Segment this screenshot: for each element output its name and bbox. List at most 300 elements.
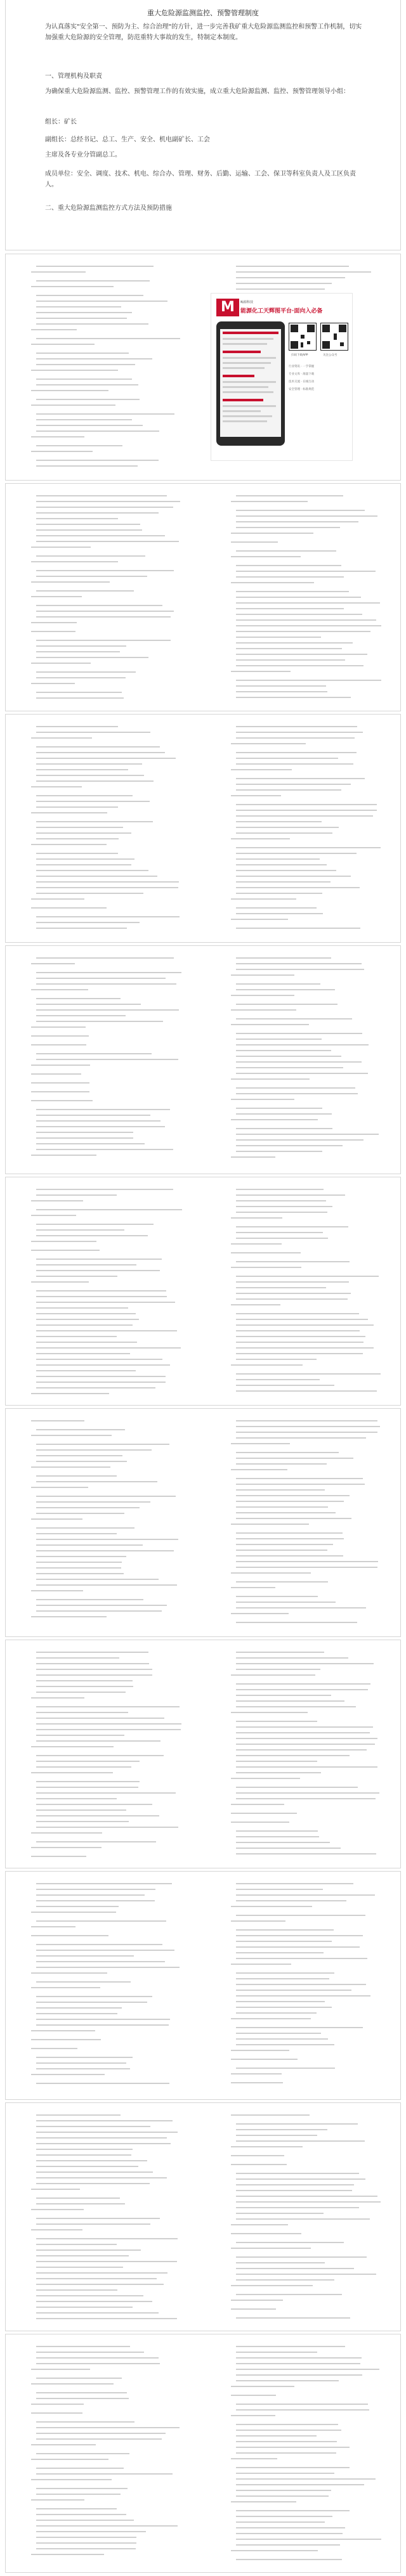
placeholder-text-line <box>31 2479 112 2480</box>
placeholder-text-line <box>231 2224 288 2225</box>
team-leader-line: 组长：矿长 <box>45 119 77 126</box>
placeholder-text-line <box>36 1264 136 1265</box>
placeholder-text-line <box>236 619 376 621</box>
phone-screen <box>220 329 281 437</box>
placeholder-text-line <box>36 1149 173 1150</box>
placeholder-text-line <box>231 1009 296 1011</box>
placeholder-text-line <box>236 1941 332 1942</box>
placeholder-text-line <box>36 1550 174 1551</box>
placeholder-text-line <box>231 1822 289 1823</box>
placeholder-text-line <box>236 1276 379 1277</box>
placeholder-text-line <box>36 2421 134 2423</box>
placeholder-text-line <box>36 338 180 339</box>
placeholder-text-line <box>36 576 147 577</box>
placeholder-text-line <box>36 518 118 519</box>
placeholder-text-line <box>236 2559 342 2560</box>
placeholder-text-line <box>36 1319 139 1320</box>
placeholder-text-line <box>236 1232 323 1233</box>
placeholder-text-line <box>36 465 138 467</box>
placeholder-text-line <box>236 1749 367 1751</box>
placeholder-text-line <box>36 512 159 514</box>
placeholder-text-line <box>31 1100 93 1101</box>
placeholder-text-line <box>236 1555 343 1557</box>
placeholder-text-line <box>236 1134 379 1135</box>
placeholder-text-line <box>236 1900 346 1901</box>
placeholder-text-line <box>36 425 143 426</box>
placeholder-text-line <box>236 2178 365 2180</box>
placeholder-text-line <box>236 2268 354 2269</box>
placeholder-text-line <box>36 2218 160 2219</box>
placeholder-text-line <box>36 1330 177 1331</box>
placeholder-text-line <box>236 2484 364 2485</box>
placeholder-text-line <box>31 344 95 345</box>
placeholder-text-line <box>236 2201 381 2203</box>
placeholder-text-line <box>231 556 301 557</box>
placeholder-text-line <box>236 2027 363 2028</box>
placeholder-text-line <box>36 2525 178 2527</box>
placeholder-text-line <box>236 810 377 811</box>
placeholder-text-line <box>236 1489 325 1491</box>
placeholder-text-line <box>231 1099 294 1100</box>
placeholder-text-line <box>236 1093 358 1094</box>
placeholder-text-line <box>36 2453 129 2454</box>
placeholder-text-line <box>231 582 314 583</box>
placeholder-text-line <box>36 1342 137 1343</box>
placeholder-text-line <box>36 1539 178 1540</box>
placeholder-text-line <box>236 1830 318 1832</box>
placeholder-text-line <box>36 2002 147 2003</box>
placeholder-text-line <box>236 1495 350 1496</box>
placeholder-text-line <box>236 2213 324 2214</box>
placeholder-text-line <box>231 2164 287 2165</box>
placeholder-text-line <box>236 1972 334 1974</box>
placeholder-text-line <box>236 2430 341 2431</box>
placeholder-text-line <box>36 1137 133 1139</box>
placeholder-text-line <box>36 1004 141 1005</box>
placeholder-text-line <box>36 2154 131 2156</box>
placeholder-text-line <box>236 2473 334 2474</box>
placeholder-text-line <box>236 1379 320 1380</box>
placeholder-text-line <box>236 969 364 970</box>
placeholder-text-line <box>31 1420 84 1421</box>
placeholder-text-line <box>36 827 123 828</box>
placeholder-text-line <box>231 898 296 900</box>
placeholder-text-line <box>36 838 119 839</box>
placeholder-text-line <box>236 2038 328 2040</box>
placeholder-text-line <box>236 1113 332 1115</box>
placeholder-text-line <box>236 1458 353 1459</box>
placeholder-text-line <box>231 2146 303 2147</box>
placeholder-text-line <box>236 665 363 666</box>
placeholder-text-line <box>36 806 118 808</box>
placeholder-text-line <box>236 876 351 877</box>
placeholder-text-line <box>236 2516 332 2517</box>
placeholder-text-line <box>236 1538 344 1539</box>
placeholder-text-line <box>36 524 140 525</box>
placeholder-text-line <box>36 2531 146 2532</box>
placeholder-text-line <box>236 1512 336 1513</box>
placeholder-text-line <box>36 998 121 999</box>
placeholder-text-line <box>236 989 335 990</box>
placeholder-text-line <box>231 995 294 996</box>
placeholder-text-line <box>236 1663 374 1664</box>
placeholder-text-line <box>36 2427 180 2428</box>
placeholder-text-line <box>36 555 145 557</box>
placeholder-text-line <box>236 521 358 522</box>
placeholder-text-line <box>36 1610 162 1612</box>
placeholder-text-line <box>231 2415 275 2416</box>
placeholder-text-line <box>36 1735 124 1736</box>
placeholder-text-line <box>236 2521 325 2523</box>
placeholder-text-line <box>31 1972 107 1974</box>
placeholder-text-line <box>236 1194 345 1196</box>
document-page-thumbnail <box>5 1640 401 1868</box>
placeholder-text-line <box>236 1766 377 1768</box>
placeholder-text-line <box>231 1443 290 1444</box>
placeholder-text-line <box>36 1444 169 1445</box>
placeholder-text-line <box>236 697 351 698</box>
placeholder-text-line <box>236 2123 358 2125</box>
placeholder-text-line <box>231 838 290 839</box>
placeholder-text-line <box>231 2308 276 2310</box>
document-page-thumbnail <box>5 1871 401 2100</box>
placeholder-text-line <box>236 2539 381 2540</box>
placeholder-text-line <box>236 277 345 278</box>
placeholder-text-line <box>236 963 362 964</box>
placeholder-text-line <box>36 957 174 959</box>
placeholder-text-line <box>236 565 341 566</box>
placeholder-text-line <box>236 1706 356 1707</box>
placeholder-text-line <box>236 1336 365 1337</box>
placeholder-text-line <box>236 2190 352 2191</box>
placeholder-text-line <box>36 495 167 496</box>
placeholder-text-line <box>236 2478 376 2480</box>
placeholder-text-line <box>231 2386 294 2387</box>
document-page-1 <box>5 0 401 250</box>
placeholder-text-line <box>36 379 132 380</box>
placeholder-text-line <box>236 495 343 496</box>
placeholder-text-line <box>236 2435 317 2437</box>
placeholder-text-line <box>36 887 178 888</box>
placeholder-text-line <box>36 1781 140 1782</box>
placeholder-text-line <box>36 1209 182 1210</box>
placeholder-text-line <box>36 1194 117 1196</box>
placeholder-text-line <box>36 1376 166 1377</box>
section-heading-1: 一、管理机构及职责 <box>45 73 102 80</box>
placeholder-text-line <box>31 1082 89 1084</box>
placeholder-text-line <box>31 1466 110 1468</box>
placeholder-text-line <box>36 2295 143 2296</box>
placeholder-text-line <box>236 659 345 661</box>
placeholder-text-line <box>36 2143 171 2144</box>
placeholder-text-line <box>236 1506 328 1508</box>
placeholder-text-line <box>31 1035 89 1037</box>
placeholder-text-line <box>36 922 140 923</box>
placeholder-text-line <box>236 1281 349 1283</box>
placeholder-text-line <box>236 1293 351 1294</box>
placeholder-text-line <box>36 384 138 385</box>
placeholder-text-line <box>31 2554 104 2555</box>
placeholder-text-line <box>236 2452 336 2454</box>
placeholder-text-line <box>36 1950 174 1951</box>
placeholder-text-line <box>236 1313 359 1314</box>
placeholder-text-line <box>36 2183 150 2184</box>
placeholder-text-line <box>36 1429 125 1430</box>
placeholder-text-line <box>236 1732 370 1733</box>
placeholder-text-line <box>31 907 107 909</box>
placeholder-text-line <box>36 1599 143 1600</box>
placeholder-text-line <box>36 1955 134 1957</box>
placeholder-text-line <box>31 2189 80 2190</box>
document-page-thumbnail <box>5 945 401 1174</box>
placeholder-text-line <box>236 928 360 929</box>
placeholder-text-line <box>231 1217 282 1219</box>
placeholder-text-line <box>36 2548 136 2549</box>
placeholder-text-line <box>236 1798 376 1799</box>
placeholder-text-line <box>236 648 342 649</box>
placeholder-text-line <box>236 732 363 733</box>
placeholder-text-line <box>36 535 165 536</box>
placeholder-text-line <box>236 1039 322 1040</box>
placeholder-text-line <box>236 1426 380 1427</box>
placeholder-text-line <box>36 306 121 307</box>
placeholder-text-line <box>231 1572 311 1574</box>
placeholder-text-line <box>236 2357 362 2359</box>
placeholder-text-line <box>36 876 157 877</box>
placeholder-text-line <box>231 533 313 534</box>
placeholder-text-line <box>31 271 86 273</box>
placeholder-text-line <box>236 2140 365 2142</box>
placeholder-text-line <box>236 1200 326 1201</box>
placeholder-text-line <box>36 2318 177 2319</box>
placeholder-text-line <box>236 1226 348 1227</box>
placeholder-text-line <box>36 2438 162 2440</box>
advert-brand: 鲸源科技 <box>240 301 254 304</box>
placeholder-text-line <box>36 1841 156 1842</box>
placeholder-text-line <box>236 614 362 615</box>
placeholder-text-line <box>236 1298 348 1300</box>
placeholder-text-line <box>36 1382 166 1383</box>
placeholder-text-line <box>36 1584 177 1586</box>
placeholder-text-line <box>31 1926 75 1927</box>
placeholder-text-line <box>236 778 365 779</box>
placeholder-text-line <box>31 2499 84 2501</box>
placeholder-text-line <box>236 1061 362 1063</box>
placeholder-text-line <box>236 893 322 894</box>
placeholder-text-line <box>231 1778 300 1779</box>
placeholder-text-line <box>36 399 140 400</box>
placeholder-text-line <box>31 1772 113 1773</box>
placeholder-text-line <box>236 1189 324 1190</box>
placeholder-text-line <box>36 2537 136 2538</box>
placeholder-text-line <box>236 2196 377 2197</box>
placeholder-text-line <box>36 1290 166 1291</box>
placeholder-text-line <box>236 1544 333 1545</box>
placeholder-text-line <box>236 2424 338 2425</box>
placeholder-text-line <box>236 784 351 785</box>
placeholder-text-line <box>36 2278 157 2279</box>
placeholder-text-line <box>236 515 377 517</box>
placeholder-text-line <box>236 1087 355 1089</box>
placeholder-text-line <box>236 283 332 284</box>
placeholder-text-line <box>36 916 180 917</box>
placeholder-text-line <box>236 858 320 860</box>
placeholder-text-line <box>236 1067 343 1068</box>
placeholder-text-line <box>36 2352 144 2353</box>
placeholder-text-line <box>36 1669 152 1670</box>
placeholder-text-line <box>231 1304 280 1305</box>
app-advert[interactable] <box>211 293 353 461</box>
placeholder-text-line <box>36 353 129 354</box>
placeholder-text-line <box>236 1581 328 1582</box>
placeholder-text-line <box>236 1669 320 1670</box>
placeholder-text-line <box>31 622 77 623</box>
placeholder-text-line <box>236 1206 332 1207</box>
placeholder-text-line <box>231 1024 309 1025</box>
placeholder-text-line <box>31 2209 84 2210</box>
placeholder-text-line <box>31 1155 96 1156</box>
section-heading-2: 二、重大危险源监测监控方式方法及预防措施 <box>45 205 172 212</box>
placeholder-text-line <box>36 1674 152 1676</box>
placeholder-text-line <box>36 1967 180 1968</box>
placeholder-text-line <box>36 2057 133 2058</box>
placeholder-text-line <box>236 2409 369 2411</box>
placeholder-text-line <box>236 1787 358 1788</box>
placeholder-text-line <box>31 1200 83 1201</box>
placeholder-text-line <box>236 2135 317 2136</box>
placeholder-text-line <box>31 1935 108 1936</box>
placeholder-text-line <box>36 2223 150 2225</box>
placeholder-text-line <box>236 576 344 578</box>
placeholder-text-line <box>231 1920 285 1922</box>
placeholder-text-line <box>236 1952 324 1953</box>
placeholder-text-line <box>236 1652 324 1653</box>
placeholder-text-line <box>236 913 323 914</box>
placeholder-text-line <box>36 2019 170 2020</box>
placeholder-text-line <box>236 1607 366 1608</box>
placeholder-text-line <box>231 2300 283 2301</box>
placeholder-text-line <box>36 2392 127 2393</box>
placeholder-text-line <box>36 1996 152 1997</box>
placeholder-text-line <box>236 2404 368 2405</box>
placeholder-text-line <box>31 1590 83 1591</box>
placeholder-text-line <box>36 312 132 313</box>
placeholder-text-line <box>236 2279 334 2281</box>
placeholder-text-line <box>231 1469 287 1470</box>
placeholder-text-line <box>236 1935 363 1936</box>
placeholder-text-line <box>36 1353 130 1354</box>
qr-label: 扫码下载APP <box>291 354 308 357</box>
placeholder-text-line <box>31 286 114 287</box>
placeholder-text-line <box>31 1215 76 1216</box>
placeholder-text-line <box>36 1455 122 1456</box>
placeholder-text-line <box>236 2352 317 2353</box>
placeholder-text-line <box>36 2120 173 2121</box>
placeholder-text-line <box>236 870 336 871</box>
placeholder-text-line <box>36 1109 170 1110</box>
placeholder-text-line <box>36 1766 131 1768</box>
placeholder-text-line <box>231 1906 312 1907</box>
placeholder-text-line <box>236 1978 329 1979</box>
placeholder-text-line <box>36 1944 162 1945</box>
deputy-leader-line: 副组长：总经书记、总工、生产、安全、机电副矿长、工会 <box>45 136 210 143</box>
placeholder-text-line <box>36 2363 160 2364</box>
placeholder-text-line <box>236 2380 339 2381</box>
placeholder-text-line <box>236 527 340 528</box>
placeholder-text-line <box>31 663 91 664</box>
placeholder-text-line <box>231 2248 311 2249</box>
placeholder-text-line <box>36 1475 117 1477</box>
placeholder-text-line <box>236 1432 377 1433</box>
placeholder-text-line <box>36 1981 131 1983</box>
placeholder-text-line <box>31 631 75 632</box>
placeholder-text-line <box>36 1276 117 1277</box>
placeholder-text-line <box>236 571 376 572</box>
placeholder-text-line <box>36 1712 128 1713</box>
placeholder-text-line <box>236 821 322 822</box>
placeholder-text-line <box>236 1915 365 1916</box>
placeholder-text-line <box>236 1657 348 1659</box>
placeholder-text-line <box>36 1307 128 1309</box>
placeholder-text-line <box>236 853 357 854</box>
placeholder-text-line <box>236 847 381 848</box>
placeholder-text-line <box>31 812 107 813</box>
placeholder-text-line <box>36 746 160 748</box>
placeholder-text-line <box>36 1961 165 1962</box>
placeholder-text-line <box>236 608 344 609</box>
placeholder-text-line <box>236 2527 345 2528</box>
advert-feature: 专业文库 · 海量下载 <box>289 373 315 376</box>
qr-code-icon[interactable] <box>289 323 317 351</box>
placeholder-text-line <box>36 295 143 296</box>
qr-label: 关注公众号 <box>323 354 337 357</box>
placeholder-text-line <box>231 2073 282 2074</box>
placeholder-text-line <box>36 1579 159 1580</box>
qr-code-icon[interactable] <box>320 323 348 351</box>
placeholder-text-line <box>31 683 75 684</box>
placeholder-text-line <box>236 983 320 985</box>
placeholder-text-line <box>236 1984 366 1985</box>
placeholder-text-line <box>36 1755 164 1756</box>
placeholder-text-line <box>236 1738 377 1739</box>
placeholder-text-line <box>236 1330 360 1331</box>
placeholder-text-line <box>236 1726 373 1728</box>
placeholder-text-line <box>36 1387 155 1388</box>
placeholder-text-line <box>236 510 365 511</box>
placeholder-text-line <box>36 1527 134 1529</box>
placeholder-text-line <box>36 801 150 802</box>
placeholder-text-line <box>36 1235 148 1236</box>
placeholder-text-line <box>36 893 143 894</box>
placeholder-text-line <box>36 1259 162 1260</box>
placeholder-text-line <box>36 1143 145 1144</box>
placeholder-text-line <box>31 844 107 845</box>
placeholder-text-line <box>236 1744 375 1745</box>
placeholder-text-line <box>231 2285 313 2286</box>
placeholder-text-line <box>36 1567 121 1569</box>
placeholder-text-line <box>236 1050 331 1051</box>
phone-mockup <box>216 321 285 446</box>
placeholder-text-line <box>36 1920 166 1922</box>
advert-feature: 行业资讯 · 一手掌握 <box>289 365 315 368</box>
placeholder-text-line <box>236 1319 368 1320</box>
intro-paragraph: 为认真落实"安全第一、预防为主、综合治理"的方针，进一步完善我矿重大危险源监测监控和预警工作机制，切实加强重大危险源的安全管理，防范重特大事故的发生，特制定本制度。 <box>45 23 362 41</box>
placeholder-text-line <box>236 631 370 632</box>
placeholder-text-line <box>36 978 166 979</box>
placeholder-text-line <box>36 1906 119 1907</box>
placeholder-text-line <box>231 1119 318 1120</box>
placeholder-text-line <box>236 1700 344 1702</box>
